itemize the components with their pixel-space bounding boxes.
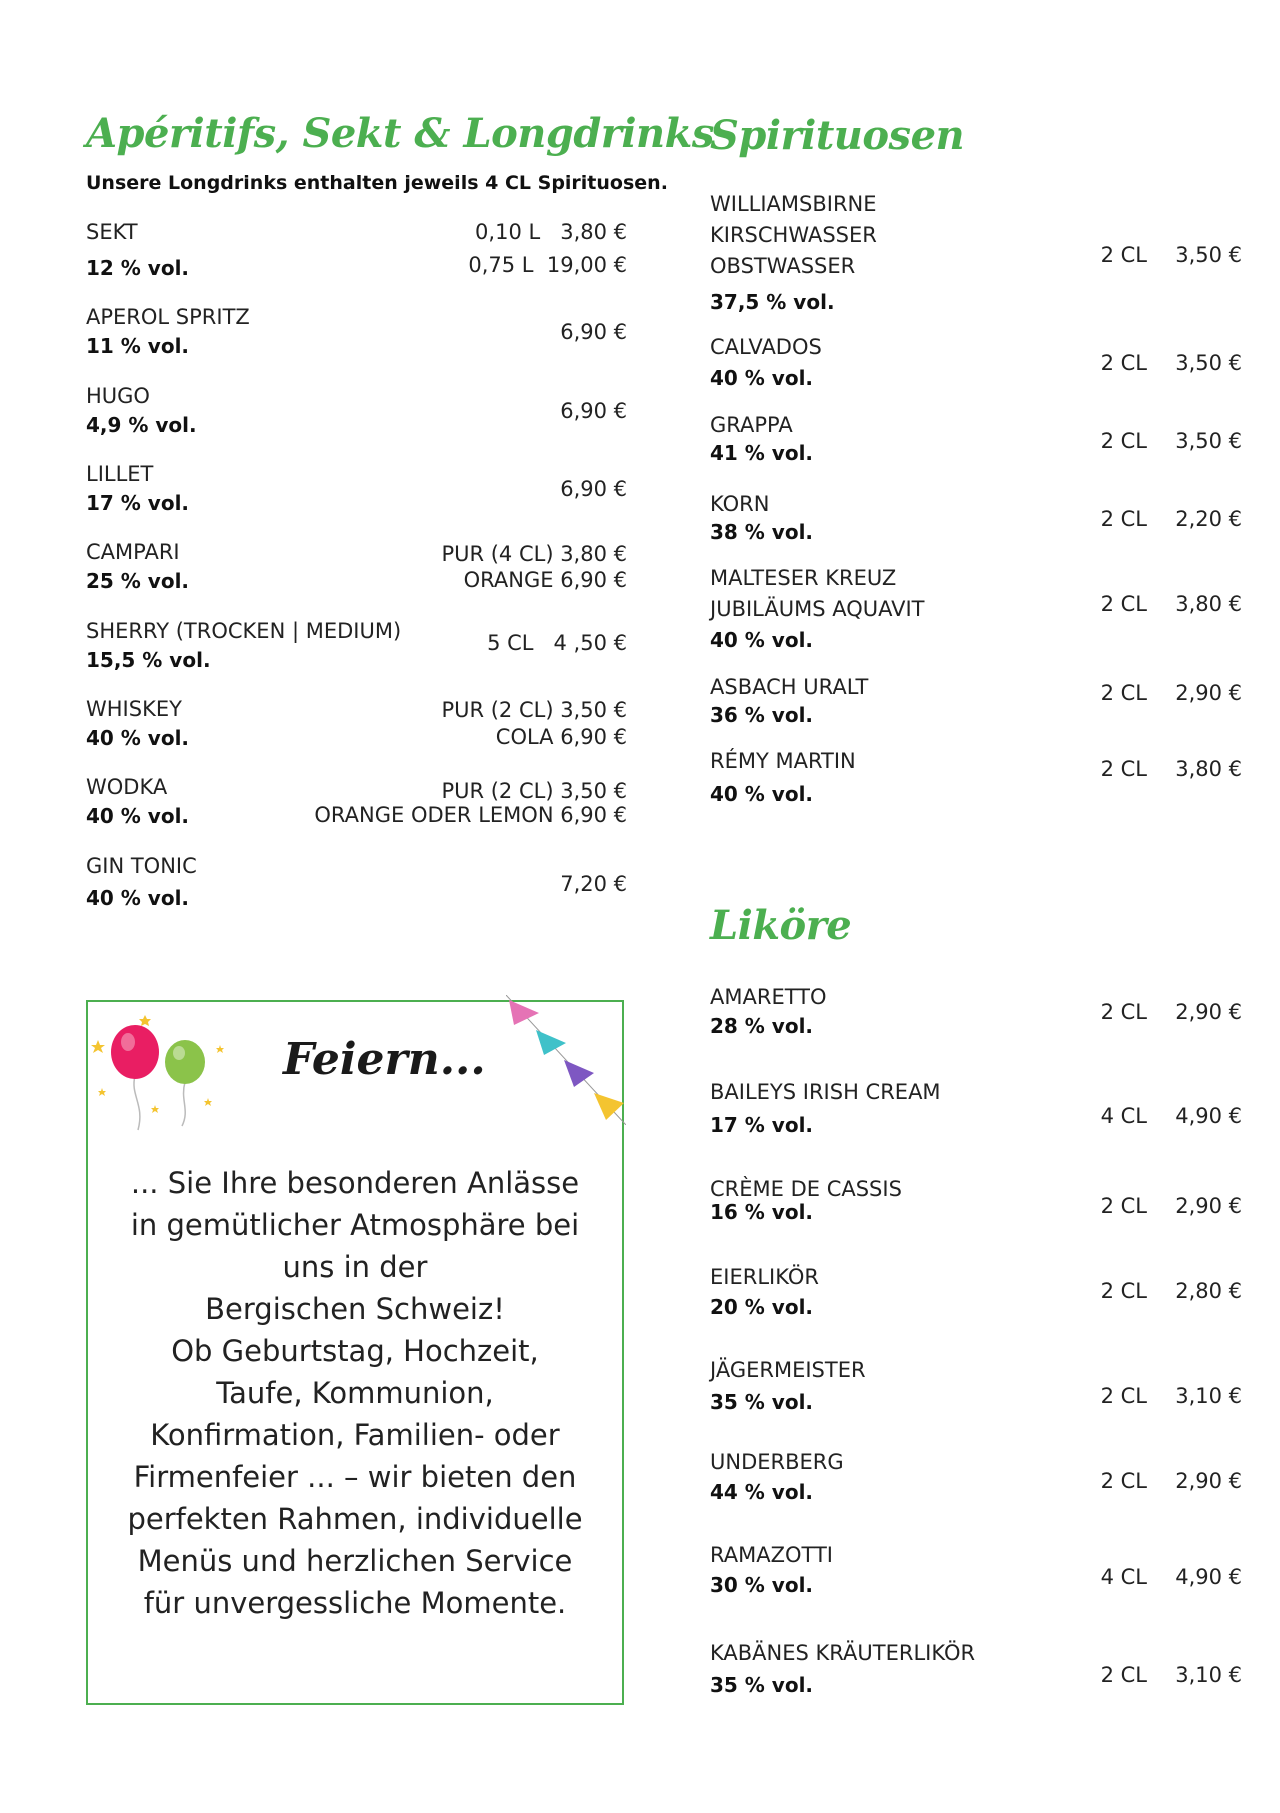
item-price: ORANGE 6,90 € [463,568,627,592]
item-name: SHERRY (TROCKEN | MEDIUM) [86,619,402,643]
item-abv: 44 % vol. [710,1480,814,1504]
item-name: WHISKEY [86,697,182,721]
item-price: 0,10 L 3,80 € [475,220,627,244]
item-abv: 40 % vol. [86,886,190,910]
item-price: 7,20 € [560,872,627,896]
item-price: 5 CL 4 ,50 € [487,631,627,655]
item-abv: 20 % vol. [710,1295,814,1319]
item-name: JÄGERMEISTER [710,1358,866,1382]
item-name: APEROL SPRITZ [86,305,250,329]
balloons-icon [90,1010,240,1135]
item-size: 2 CL [1100,1279,1147,1303]
item-abv: 37,5 % vol. [710,290,835,314]
item-name: KORN [710,492,770,516]
item-size: 2 CL [1100,1663,1147,1687]
item-price: 2,90 € [1175,681,1242,705]
item-size: 2 CL [1100,351,1147,375]
item-name: CRÈME DE CASSIS [710,1177,902,1201]
item-price: 2,80 € [1175,1279,1242,1303]
item-price: 6,90 € [560,477,627,501]
item-abv: 17 % vol. [86,491,190,515]
item-size: 4 CL [1100,1565,1147,1589]
item-abv: 28 % vol. [710,1014,814,1038]
section-heading-spirituosen: Spirituosen [710,112,965,159]
item-price: PUR (2 CL) 3,50 € [441,779,627,803]
item-size: 2 CL [1100,1194,1147,1218]
item-name: GIN TONIC [86,854,197,878]
item-size: 2 CL [1100,1000,1147,1024]
item-abv: 12 % vol. [86,256,190,280]
item-price: 3,50 € [1175,429,1242,453]
item-price: 4,90 € [1175,1104,1242,1128]
item-name: OBSTWASSER [710,254,856,278]
item-abv: 11 % vol. [86,334,190,358]
section-heading-aperitifs: Apéritifs, Sekt & Longdrinks [86,110,714,157]
item-name: KABÄNES KRÄUTERLIKÖR [710,1641,976,1665]
item-name: KIRSCHWASSER [710,223,877,247]
item-price: COLA 6,90 € [495,725,627,749]
item-price: 2,90 € [1175,1000,1242,1024]
item-name: UNDERBERG [710,1450,844,1474]
item-name: EIERLIKÖR [710,1265,819,1289]
item-name: MALTESER KREUZ [710,566,897,590]
item-price: 2,90 € [1175,1194,1242,1218]
item-name: RAMAZOTTI [710,1543,833,1567]
item-name: LILLET [86,462,154,486]
item-price: 3,50 € [1175,351,1242,375]
item-abv: 38 % vol. [710,520,814,544]
item-price: 4,90 € [1175,1565,1242,1589]
item-size: 2 CL [1100,429,1147,453]
item-price: 6,90 € [560,320,627,344]
item-name: WILLIAMSBIRNE [710,192,877,216]
section-heading-likoere: Liköre [710,902,852,949]
item-name: RÉMY MARTIN [710,749,856,773]
item-name: BAILEYS IRISH CREAM [710,1080,941,1104]
item-abv: 40 % vol. [710,782,814,806]
item-price: 3,10 € [1175,1384,1242,1408]
item-size: 2 CL [1100,507,1147,531]
item-name: JUBILÄUMS AQUAVIT [710,597,925,621]
item-abv: 36 % vol. [710,703,814,727]
item-abv: 40 % vol. [86,804,190,828]
item-name: CALVADOS [710,335,822,359]
item-size: 2 CL [1100,243,1147,267]
item-abv: 17 % vol. [710,1113,814,1137]
item-price: 0,75 L 19,00 € [468,253,627,277]
item-size: 2 CL [1100,1384,1147,1408]
item-abv: 4,9 % vol. [86,413,197,437]
item-abv: 35 % vol. [710,1390,814,1414]
item-name: GRAPPA [710,413,793,437]
item-abv: 30 % vol. [710,1573,814,1597]
item-name: ASBACH URALT [710,675,869,699]
item-price: 3,50 € [1175,243,1242,267]
item-price: 3,10 € [1175,1663,1242,1687]
item-size: 2 CL [1100,592,1147,616]
item-name: HUGO [86,384,150,408]
item-abv: 41 % vol. [710,441,814,465]
item-name: WODKA [86,775,168,799]
item-price: PUR (2 CL) 3,50 € [441,698,627,722]
item-price: 3,80 € [1175,592,1242,616]
item-price: 3,80 € [1175,757,1242,781]
item-abv: 40 % vol. [710,366,814,390]
item-name: AMARETTO [710,985,827,1009]
item-price: 2,20 € [1175,507,1242,531]
bunting-icon [506,995,626,1125]
item-abv: 25 % vol. [86,569,190,593]
item-size: 4 CL [1100,1104,1147,1128]
item-price: 2,90 € [1175,1469,1242,1493]
item-size: 2 CL [1100,681,1147,705]
item-name: SEKT [86,220,138,244]
item-abv: 16 % vol. [710,1200,814,1224]
item-price: PUR (4 CL) 3,80 € [441,542,627,566]
item-abv: 35 % vol. [710,1673,814,1697]
celebration-text: ... Sie Ihre besonderen Anlässe in gemütlicher Atmosphäre bei uns in der Bergischen Schweiz! Ob Geburtstag, Hochzeit, Taufe, Kommunion, Konfirmation, Familien- oder Firmenfeier ... – wir bieten den perfekten Rahmen, individuelle Menüs und herzlichen Service für unvergessliche Momente. [127,1166,583,1620]
celebration-title: Feiern... [283,1034,486,1085]
item-size: 2 CL [1100,1469,1147,1493]
item-price: ORANGE ODER LEMON 6,90 € [314,803,627,827]
item-abv: 40 % vol. [710,628,814,652]
item-abv: 40 % vol. [86,726,190,750]
item-name: CAMPARI [86,540,180,564]
item-size: 2 CL [1100,757,1147,781]
item-price: 6,90 € [560,399,627,423]
longdrinks-note: Unsere Longdrinks enthalten jeweils 4 CL Spirituosen. [86,172,668,194]
item-abv: 15,5 % vol. [86,648,211,672]
